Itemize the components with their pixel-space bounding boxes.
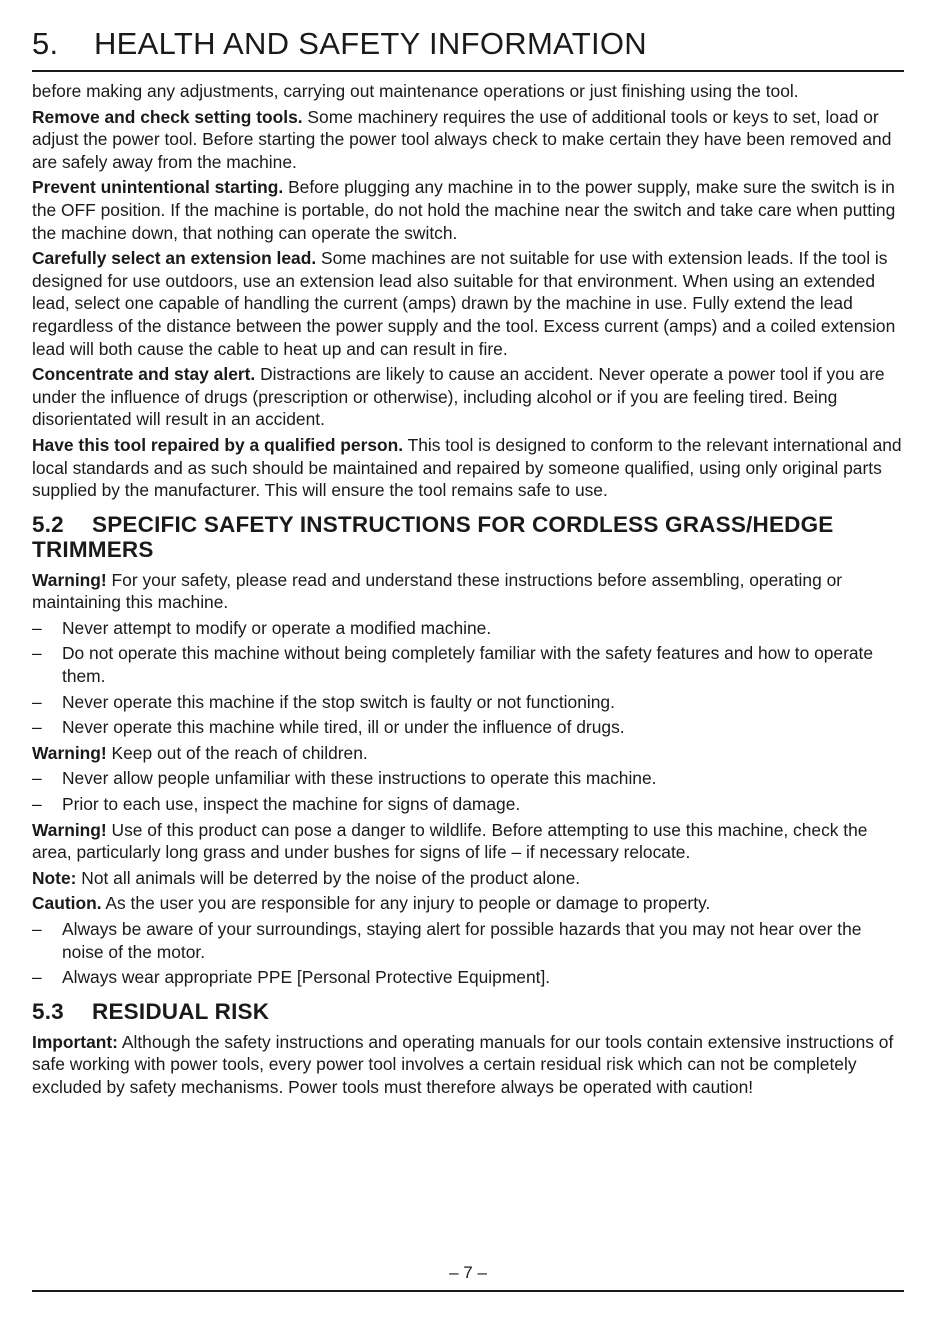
bottom-rule (32, 1290, 904, 1292)
page-heading (32, 26, 647, 62)
paragraph: Remove and check setting tools. Some machinery requires the use of additional tools or keys to set, load or adjust the power tool. Before starting the power tool always check to make certain they have been removed and are safely away from the machine. (32, 106, 892, 172)
heading-title: HEALTH AND SAFETY INFORMATION (94, 26, 647, 61)
heading-number: 5. (32, 26, 59, 61)
warning-paragraph: Warning! For your safety, please read and understand these instructions before assembling, operating or maintaining this machine. (32, 569, 843, 613)
top-rule (32, 70, 904, 72)
list-item: – Prior to each use, inspect the machine for signs of damage. (32, 794, 521, 815)
paragraph: Have this tool repaired by a qualified person. This tool is designed to conform to the relevant international and local standards and as such should be maintained and repaired by someone qualified, using only original parts supplied by the manufacturer. This will ensure the tool remains safe to use. (32, 434, 902, 501)
important-paragraph: Important: Although the safety instructions and operating manuals for our tools contain extensive instructions of safe working with power tools, every power tool involves a certain residual risk which can not be completely excluded by safety mechanisms. Power tools must therefore always be operated with caution! (32, 1031, 894, 1097)
content (32, 80, 904, 1102)
list-item: – Always be aware of your surroundings, staying alert for possible hazards that you may not hear over the noise of the motor. (32, 919, 862, 962)
note-paragraph: Note: Not all animals will be deterred by the noise of the product alone. (32, 867, 581, 888)
list-item: – Never allow people unfamiliar with these instructions to operate this machine. (32, 768, 657, 789)
section-heading-5-3: 5.3 RESIDUAL RISK (32, 998, 270, 1024)
paragraph: Prevent unintentional starting. Before plugging any machine in to the power supply, make sure the switch is in the OFF position. If the machine is portable, do not hold the machine near the switch and take care when putting the machine down, that nothing can operate the switch. (32, 177, 896, 243)
paragraph-lead: Have this tool repaired by a qualified person. (32, 434, 404, 455)
list-item: – Never attempt to modify or operate a modified machine. (32, 617, 492, 638)
paragraph: before making any adjustments, carrying out maintenance operations or just finishing using the tool. (32, 81, 799, 101)
paragraph-lead: Remove and check setting tools. (32, 106, 303, 127)
section-heading-5-2: 5.2 SPECIFIC SAFETY INSTRUCTIONS FOR CORDLESS GRASS/HEDGE TRIMMERS (32, 511, 834, 562)
list-item: – Never operate this machine while tired, ill or under the influence of drugs. (32, 717, 625, 738)
list-item: – Do not operate this machine without being completely familiar with the safety features and how to operate them. (32, 643, 874, 687)
paragraph: Concentrate and stay alert. Distractions are likely to cause an accident. Never operate a power tool if you are under the influence of drugs (prescription or otherwise), including alcohol or if you are feeling tired. Being disorientated will result in an accident. (32, 364, 885, 430)
warning-paragraph: Warning! Keep out of the reach of children. (32, 742, 368, 763)
warning-paragraph: Warning! Use of this product can pose a danger to wildlife. Before attempting to use this machine, check the area, particularly long grass and under bushes for signs of life – if necessary relocate. (32, 819, 868, 863)
paragraph: Carefully select an extension lead. Some machines are not suitable for use with extension leads. If the tool is designed for use outdoors, use an extension lead also suitable for that environment. When using an extended lead, select one capable of handling the current (amps) drawn by the machine in use. Fully extend the lead regardless of the distance between the power supply and the tool. Excess current (amps) and a coiled extension lead will both cause the cable to heat up and can result in fire. (32, 248, 896, 359)
paragraph-lead: Prevent unintentional starting. (32, 177, 284, 198)
caution-paragraph: Caution. As the user you are responsible for any injury to people or damage to property. (32, 893, 711, 914)
list-item: – Always wear appropriate PPE [Personal Protective Equipment]. (32, 967, 551, 988)
paragraph-lead: Concentrate and stay alert. (32, 364, 256, 385)
list-item: – Never operate this machine if the stop switch is faulty or not functioning. (32, 691, 615, 712)
paragraph-lead: Carefully select an extension lead. (32, 248, 317, 269)
page-number: – 7 – (449, 1263, 487, 1282)
